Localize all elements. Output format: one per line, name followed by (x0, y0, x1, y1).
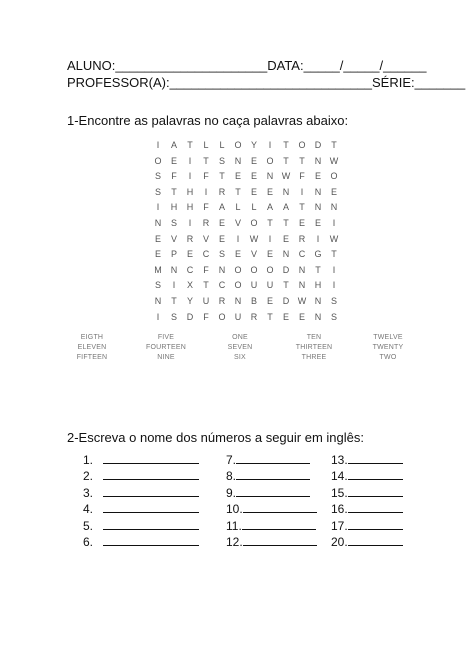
word-list-column (358, 333, 418, 363)
grid-letter: E (298, 311, 305, 322)
grid-letter: D (282, 264, 290, 275)
grid-letter: T (283, 280, 289, 291)
grid-letter: E (234, 249, 241, 260)
grid-letter: O (234, 280, 242, 291)
grid-letter: T (267, 311, 273, 322)
answer-number: 15. (331, 485, 348, 500)
grid-letter: C (202, 249, 210, 260)
grid-letter: F (203, 311, 209, 322)
grid-letter: E (266, 186, 273, 197)
grid-letter: F (203, 202, 209, 213)
grid-letter: D (282, 296, 290, 306)
answer-item (226, 485, 310, 499)
grid-letter: C (298, 249, 306, 260)
grid-letter: L (219, 140, 225, 150)
grid-letter: O (266, 155, 274, 166)
grid-letter: I (156, 202, 160, 213)
answer-number: 14. (331, 469, 348, 484)
grid-letter: I (300, 186, 304, 197)
grid-letter: S (218, 249, 225, 260)
grid-letter: P (170, 249, 177, 260)
answer-blank-line[interactable] (103, 501, 199, 513)
answer-item (83, 485, 199, 499)
word-list-item: SEVEN (227, 344, 253, 351)
grid-letter: V (170, 233, 177, 244)
grid-letter: W (249, 233, 259, 244)
grid-letter: E (154, 233, 161, 244)
word-list-column (62, 333, 122, 363)
grid-letter: H (186, 186, 194, 197)
grid-letter: N (218, 264, 226, 275)
answer-item (83, 534, 199, 548)
question-1-title: 1-Encontre as palavras no caça palavras abaixo: (67, 113, 349, 128)
answer-number: 5. (83, 518, 94, 533)
answer-blank-line[interactable] (242, 518, 316, 530)
answer-blank-line[interactable] (236, 485, 310, 497)
answer-item (226, 468, 310, 482)
word-list-item: FOURTEEN (146, 344, 186, 351)
grid-letter: F (203, 171, 209, 182)
answer-item (83, 518, 199, 532)
answer-item (226, 534, 317, 548)
grid-letter: N (330, 202, 338, 213)
answer-item (331, 518, 403, 532)
grid-letter: O (218, 311, 226, 322)
grid-letter: S (154, 280, 161, 291)
grid-letter: T (171, 186, 177, 197)
grid-letter: S (154, 186, 161, 197)
word-list-item: SIX (234, 354, 246, 361)
answer-item (331, 452, 403, 466)
grid-letter: M (154, 264, 162, 275)
answer-number: 7. (226, 453, 237, 467)
answer-item (83, 468, 199, 482)
grid-letter: R (202, 218, 210, 228)
grid-letter: T (283, 140, 289, 150)
grid-letter: A (266, 202, 273, 213)
grid-letter: N (314, 202, 322, 213)
answer-blank-line[interactable] (348, 534, 403, 546)
answer-number: 13. (331, 453, 348, 467)
grid-letter: I (236, 233, 240, 244)
grid-letter: I (188, 171, 192, 182)
grid-letter: N (234, 296, 242, 306)
answer-blank-line[interactable] (348, 518, 403, 530)
word-list (0, 333, 474, 373)
grid-letter: F (203, 264, 209, 275)
answer-blank-line[interactable] (348, 501, 403, 513)
grid-letter: G (314, 249, 322, 260)
answer-number: 2. (83, 469, 94, 484)
grid-letter: C (186, 264, 194, 275)
grid-letter: I (332, 280, 336, 291)
answer-blank-line[interactable] (103, 518, 199, 530)
word-list-item: EIGTH (80, 334, 104, 341)
grid-letter: I (332, 264, 336, 275)
grid-letter: E (298, 218, 305, 228)
word-list-item: NINE (157, 354, 175, 361)
grid-letter: N (314, 155, 322, 166)
answer-blank-line[interactable] (348, 485, 403, 497)
grid-letter: T (219, 171, 225, 182)
grid-letter: I (188, 155, 192, 166)
answer-blank-line[interactable] (103, 468, 199, 480)
word-list-item: ONE (232, 334, 248, 341)
answer-blank-line[interactable] (103, 485, 199, 497)
grid-letter: E (234, 171, 241, 182)
grid-letter: I (156, 311, 160, 322)
word-list-item: TEN (306, 334, 322, 341)
answer-number: 9. (226, 485, 237, 500)
grid-letter: S (330, 311, 337, 322)
word-list-item: THIRTEEN (295, 344, 333, 351)
grid-letter: E (218, 233, 225, 244)
grid-letter: W (329, 233, 339, 244)
grid-letter: B (250, 296, 257, 306)
grid-letter: R (298, 233, 306, 244)
answer-blank-line[interactable] (103, 452, 199, 464)
grid-letter: E (250, 155, 257, 166)
grid-letter: E (170, 155, 177, 166)
answer-number: 10. (226, 502, 243, 517)
grid-letter: S (170, 311, 177, 322)
grid-letter: F (171, 171, 177, 182)
word-list-item: TWELVE (373, 334, 403, 341)
grid-letter: T (315, 264, 321, 275)
answer-number: 11. (226, 518, 242, 533)
grid-letter: R (218, 186, 226, 197)
grid-letter: I (156, 140, 160, 150)
grid-letter: N (154, 218, 162, 228)
word-list-column (136, 333, 196, 363)
grid-letter: S (218, 155, 225, 166)
grid-letter: H (186, 202, 194, 213)
grid-letter: E (250, 171, 257, 182)
grid-letter: E (330, 186, 337, 197)
grid-letter: N (314, 186, 322, 197)
grid-letter: O (298, 140, 306, 150)
answer-item (331, 501, 403, 515)
grid-letter: T (203, 280, 209, 291)
grid-letter: E (250, 186, 257, 197)
answer-number: 16. (331, 502, 348, 517)
grid-letter: H (314, 280, 322, 291)
grid-letter: V (234, 218, 241, 228)
grid-letter: O (250, 218, 258, 228)
grid-letter: N (298, 264, 306, 275)
grid-letter: U (234, 311, 242, 322)
grid-letter: I (188, 218, 192, 228)
grid-letter: N (266, 171, 274, 182)
word-list-item: FIFTEEN (76, 354, 108, 361)
answer-number: 17. (331, 518, 348, 533)
answer-blank-line[interactable] (236, 452, 310, 464)
answer-number: 6. (83, 535, 94, 549)
grid-letter: V (202, 233, 209, 244)
answer-item (226, 452, 310, 466)
grid-letter: T (187, 140, 193, 150)
grid-letter: R (186, 233, 194, 244)
grid-letter: E (266, 296, 273, 306)
grid-letter: W (297, 296, 307, 306)
grid-letter: E (314, 171, 321, 182)
grid-letter: N (282, 249, 290, 260)
answer-number: 1. (83, 453, 94, 467)
grid-letter: R (218, 296, 226, 306)
grid-letter: T (171, 296, 177, 306)
grid-letter: A (282, 202, 289, 213)
grid-letter: E (314, 218, 321, 228)
grid-letter: N (314, 311, 322, 322)
grid-letter: W (281, 171, 291, 182)
answer-item (83, 501, 199, 515)
answer-blank-line[interactable] (103, 534, 199, 546)
grid-letter: E (218, 218, 225, 228)
grid-letter: V (250, 249, 257, 260)
grid-letter: R (250, 311, 258, 322)
answer-item (226, 501, 317, 515)
word-list-item: FIVE (157, 334, 175, 341)
header-teacher-grade-line: PROFESSOR(A):____________________________SÉRIE:_______ (67, 75, 466, 90)
grid-letter: S (330, 296, 337, 306)
grid-letter: N (170, 264, 178, 275)
grid-letter: E (282, 233, 289, 244)
word-list-column (210, 333, 270, 363)
answer-item (226, 518, 316, 532)
grid-letter: L (203, 140, 209, 150)
grid-letter: I (316, 233, 320, 244)
grid-letter: E (154, 249, 161, 260)
grid-letter: O (250, 264, 258, 275)
header-student-date-line: ALUNO:_____________________DATA:_____/_____/______ (67, 58, 427, 73)
answer-item (331, 485, 403, 499)
grid-letter: T (267, 218, 273, 228)
grid-letter: D (186, 311, 194, 322)
answer-blank-line[interactable] (243, 534, 317, 546)
grid-letter: I (268, 233, 272, 244)
word-list-item: TWENTY (372, 344, 404, 351)
grid-letter: S (154, 171, 161, 182)
answer-number: 3. (83, 485, 94, 500)
answer-blank-line[interactable] (348, 468, 403, 480)
grid-letter: O (154, 155, 162, 166)
grid-letter: O (234, 140, 242, 150)
grid-letter: X (186, 280, 193, 291)
grid-letter: C (218, 280, 226, 291)
grid-letter: S (170, 218, 177, 228)
grid-letter: L (251, 202, 257, 213)
grid-letter: E (282, 311, 289, 322)
grid-letter: I (172, 280, 176, 291)
grid-letter: E (266, 249, 273, 260)
grid-letter: Y (186, 296, 193, 306)
grid-letter: W (329, 155, 339, 166)
grid-letter: T (283, 218, 289, 228)
grid-letter: N (234, 155, 242, 166)
answer-number: 12. (226, 535, 243, 549)
grid-letter: T (331, 249, 337, 260)
word-list-item: TWO (379, 354, 397, 361)
grid-letter: N (282, 186, 290, 197)
question-2-title: 2-Escreva o nome dos números a seguir em inglês: (67, 430, 364, 445)
grid-letter: T (331, 140, 337, 150)
answer-blank-line[interactable] (236, 468, 310, 480)
grid-letter: I (268, 140, 272, 150)
grid-letter: T (299, 155, 305, 166)
answer-item (331, 468, 403, 482)
answer-number: 8. (226, 469, 237, 484)
grid-letter: N (314, 296, 322, 306)
grid-letter: A (170, 140, 177, 150)
grid-letter: T (235, 186, 241, 197)
grid-letter: I (332, 218, 336, 228)
word-list-column (284, 333, 344, 363)
grid-letter: U (266, 280, 274, 291)
answer-item (331, 534, 403, 548)
word-list-item: ELEVEN (77, 344, 107, 351)
grid-letter: T (299, 202, 305, 213)
grid-letter: N (298, 280, 306, 291)
answer-blank-line[interactable] (348, 452, 403, 464)
grid-letter: H (170, 202, 178, 213)
grid-letter: N (154, 296, 162, 306)
grid-letter: T (203, 155, 209, 166)
grid-letter: U (202, 296, 210, 306)
answer-number: 4. (83, 502, 94, 517)
grid-letter: O (234, 264, 242, 275)
answer-number: 20. (331, 535, 348, 549)
grid-letter: I (204, 186, 208, 197)
grid-letter: O (266, 264, 274, 275)
grid-letter: U (250, 280, 258, 291)
grid-letter: D (314, 140, 322, 150)
answer-blank-line[interactable] (243, 501, 317, 513)
grid-letter: O (330, 171, 338, 182)
grid-letter: T (283, 155, 289, 166)
grid-letter: A (218, 202, 225, 213)
grid-letter: E (186, 249, 193, 260)
grid-letter: Y (250, 140, 257, 150)
answer-item (83, 452, 199, 466)
grid-letter: L (235, 202, 241, 213)
grid-letter: F (299, 171, 305, 182)
word-list-item: THREE (301, 354, 327, 361)
